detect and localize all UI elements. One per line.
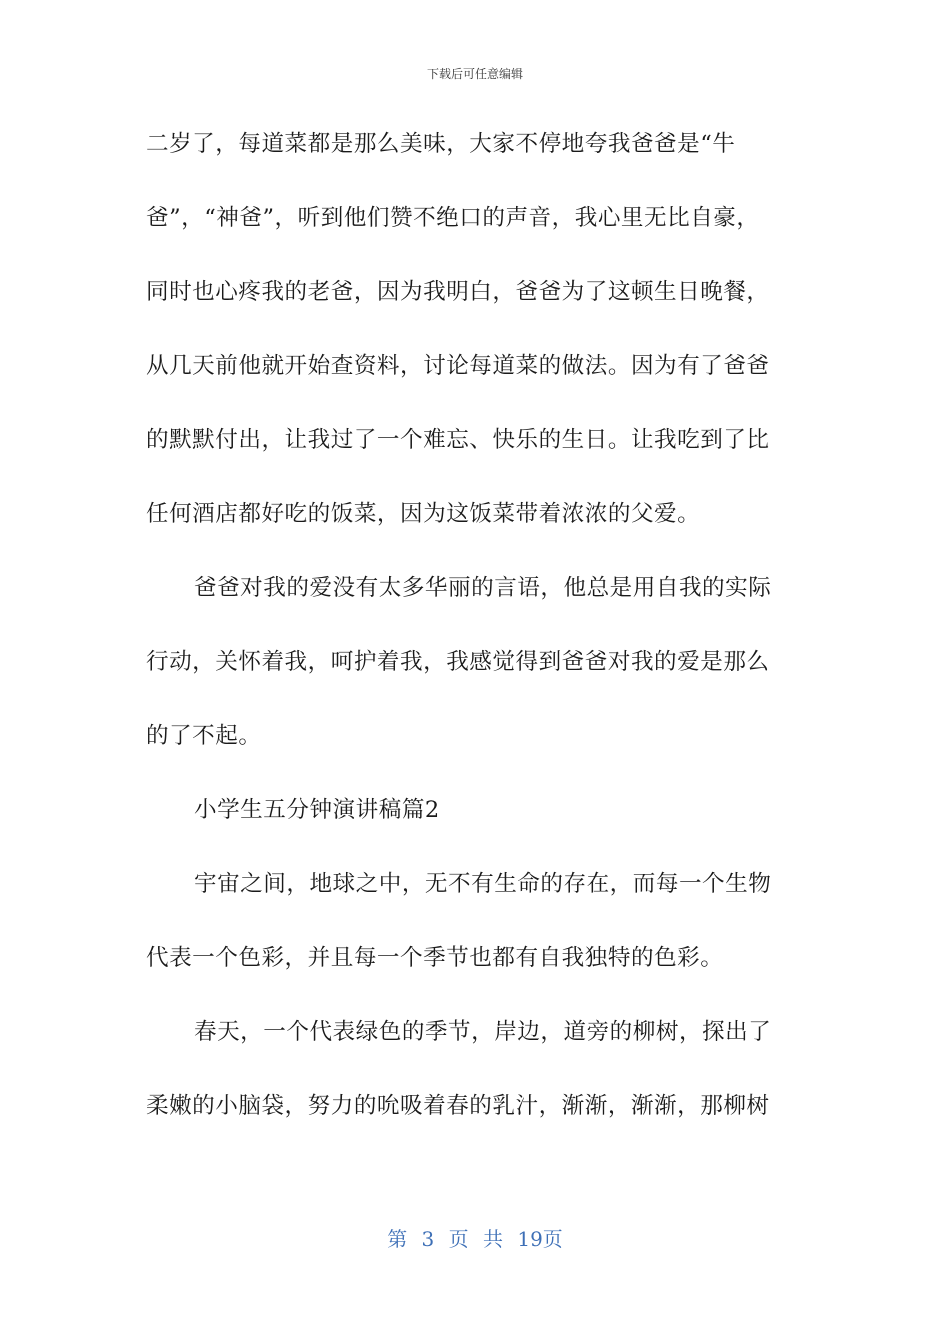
text-line: 行动，关怀着我，呵护着我，我感觉得到爸爸对我的爱是那么 — [146, 649, 770, 675]
text-line: 爸”，“神爸”，听到他们赞不绝口的声音，我心里无比自豪， — [146, 205, 760, 231]
text-line: 柔嫩的小脑袋，努力的吮吸着春的乳汁，渐渐，渐渐，那柳树 — [146, 1093, 770, 1119]
text-line: 的了不起。 — [146, 723, 262, 749]
text-line: 的默默付出，让我过了一个难忘、快乐的生日。让我吃到了比 — [146, 427, 770, 453]
text-line: 代表一个色彩，并且每一个季节也都有自我独特的色彩。 — [146, 945, 724, 971]
document-body — [146, 124, 806, 1160]
text-line: 任何酒店都好吃的饭菜，因为这饭菜带着浓浓的父爱。 — [146, 501, 701, 527]
text-line: 从几天前他就开始查资料，讨论每道菜的做法。因为有了爸爸 — [146, 353, 770, 379]
text-line: 二岁了，每道菜都是那么美味，大家不停地夸我爸爸是“牛 — [146, 131, 736, 157]
text-line: 春天，一个代表绿色的季节，岸边，道旁的柳树，探出了 — [194, 1019, 772, 1045]
text-line: 宇宙之间，地球之中，无不有生命的存在，而每一个生物 — [194, 871, 772, 897]
text-line: 爸爸对我的爱没有太多华丽的言语，他总是用自我的实际 — [194, 575, 772, 601]
page-number: 第 3 页 共 19页 — [387, 1227, 563, 1251]
section-heading: 小学生五分钟演讲稿篇2 — [194, 797, 440, 823]
text-line: 同时也心疼我的老爸，因为我明白，爸爸为了这顿生日晚餐， — [146, 279, 770, 305]
page-header: 下载后可任意编辑 — [426, 67, 523, 81]
